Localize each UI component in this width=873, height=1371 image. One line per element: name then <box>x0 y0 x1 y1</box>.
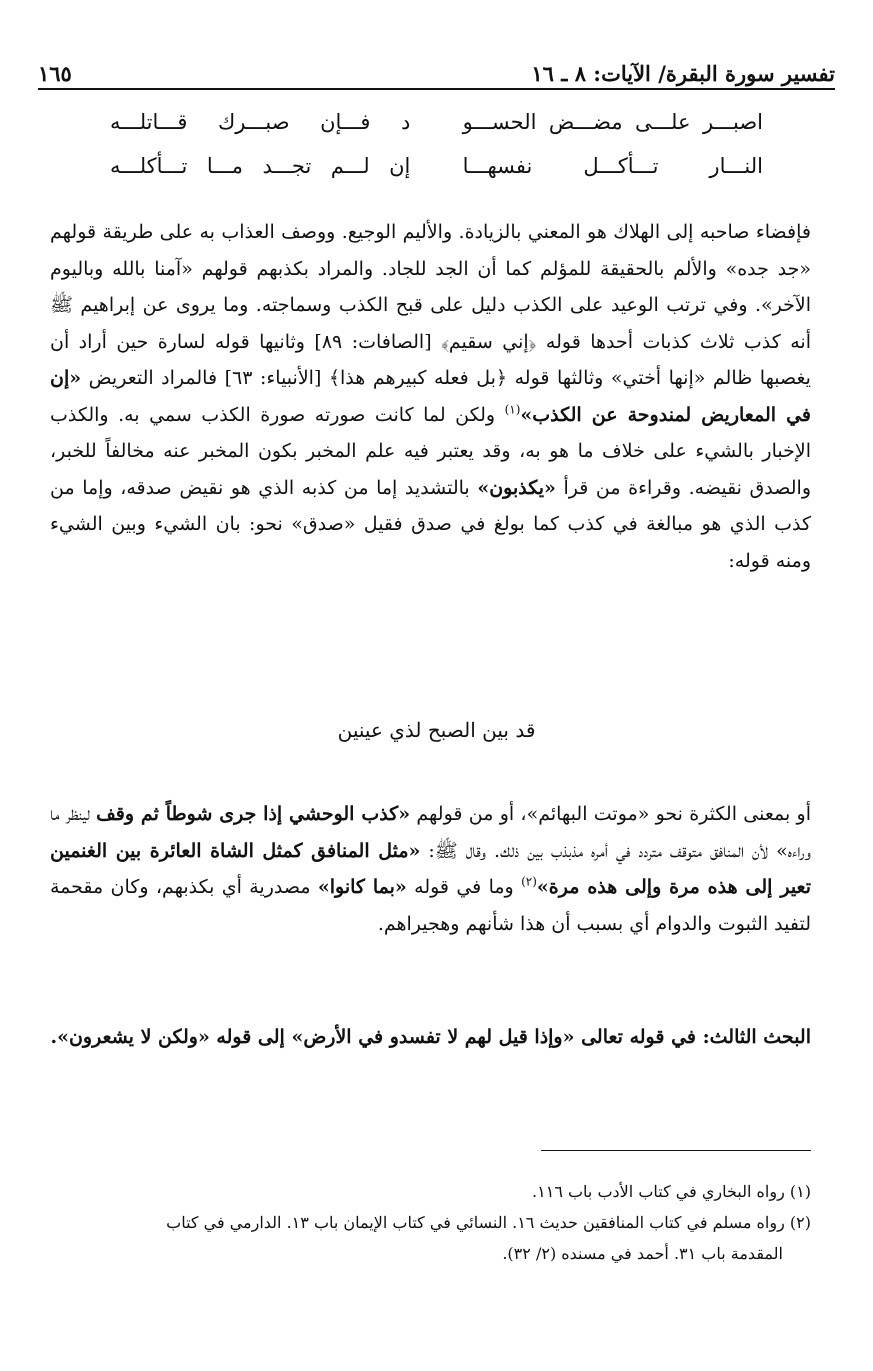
paragraph-2-text: أو بمعنى الكثرة نحو «موتت البهائم»، أو من قولهم <box>416 803 812 825</box>
body-paragraph-2 <box>50 796 811 942</box>
verse-1-second-hemistich: د فـــإن صبـــرك قـــاتلـــه <box>110 110 411 134</box>
quoted-saying: «كذب الوحشي إذا جرى شوطاً ثم وقف <box>96 803 411 825</box>
paragraph-2-continuation: لينظر ما وراءه» لأن المنافق متوقف متردد في أمره مذبذب بين ذلك. وقال ﷺ: <box>50 803 811 862</box>
paragraph-1-text: فإفضاء صاحبه إلى الهلاك هو المعني بالزيادة. والأليم الوجيع. ووصف العذاب به على طريقة قولهم «جد جده» والألم بالحقيقة للمؤلم كما أن الجد للجاد. والمراد بكذبهم قولهم «آمنا بالله وباليوم الآخر». وفي ترتب الوعيد على الكذب دليل على قبح الكذب وسماجته. وما يروى عن إبراهيم ﷺ أنه كذب ثلاث كذبات أحدها قوله ﴿إني سقيم﴾ [الصافات: ٨٩] وثانيها قوله لسارة حين أراد أن يغصبها ظالم «إنها أختي» وثالثها قوله ﴿بل فعله كبيرهم هذا﴾ [الأنبياء: ٦٣] فالمراد التعريض <box>50 221 811 389</box>
verse-2-second-hemistich: إن لـــم تجـــد مـــا تـــأكلـــه <box>110 154 411 178</box>
footnotes <box>48 1176 811 1269</box>
verse-2-first-hemistich: النـــار تـــأكـــل نفسهـــا <box>462 154 763 178</box>
paragraph-2-mid: وما في قوله <box>414 876 514 898</box>
section-heading: البحث الثالث: في قوله تعالى «وإذا قيل لهم لا تفسدو في الأرض» إلى قوله «ولكن لا يشعرون». <box>50 1026 811 1048</box>
verse-line-2 <box>110 144 763 188</box>
quoted-reading: «يكذبون» <box>477 476 556 499</box>
centered-verse: قد بين الصبح لذي عينين <box>337 718 536 742</box>
quoted-phrase: «بما كانوا» <box>317 876 407 898</box>
footnote-1: (١) رواه البخاري في كتاب الأدب باب ١١٦. <box>532 1182 811 1201</box>
footnote-2-continuation: المقدمة باب ٣١. أحمد في مسنده (٢/ ٣٢). <box>502 1244 783 1263</box>
verse-line-1 <box>110 100 763 144</box>
running-head <box>38 56 835 86</box>
footnote-rule <box>541 1150 811 1151</box>
page-number: ١٦٥ <box>38 61 72 86</box>
footnote-ref-1: (١) <box>504 402 521 417</box>
header-rule <box>38 88 835 90</box>
verse-1-first-hemistich: اصبـــر علـــى مضـــض الحســـو <box>462 110 763 134</box>
paragraph-2-end: مصدرية أي بكذبهم، وكان مقحمة لتفيد الثبوت والدوام أي بسبب أن هذا شأنهم وهجيراهم. <box>50 876 811 935</box>
footnote-ref-2: (٢) <box>521 874 537 889</box>
body-paragraph-1 <box>50 214 811 579</box>
poem-verses <box>110 100 763 188</box>
running-title: تفسير سورة البقرة/ الآيات: ٨ ـ ١٦ <box>531 61 835 86</box>
hadith-quote-2: «مثل المنافق كمثل الشاة العائرة بين الغنمين تعير إلى هذه مرة وإلى هذه مرة» <box>50 839 812 898</box>
paragraph-1-continuation: ولكن لما كانت صورته صورة الكذب سمي به. والكذب الإخبار بالشيء على خلاف ما هو به، وقد يعتبر فيه علم المخبر بكون المخبر عنه مخالفاً للخبر، والصدق نقيضه. وقراءة من قرأ <box>50 403 811 499</box>
footnote-2: (٢) رواه مسلم في كتاب المنافقين حديث ١٦. النسائي في كتاب الإيمان باب ١٣. الدارمي في كتاب <box>166 1213 811 1232</box>
paragraph-1-end: بالتشديد إما من كذبه الذي هو نقيض صدقه، وإما من كذب الذي هو مبالغة في كذب كما بولغ في صدق فقيل «صدق» نحو: بان الشيء وبين الشيء ومنه قوله: <box>50 476 811 572</box>
hadith-quote-1: «إن في المعاريض لمندوحة عن الكذب» <box>50 367 811 426</box>
